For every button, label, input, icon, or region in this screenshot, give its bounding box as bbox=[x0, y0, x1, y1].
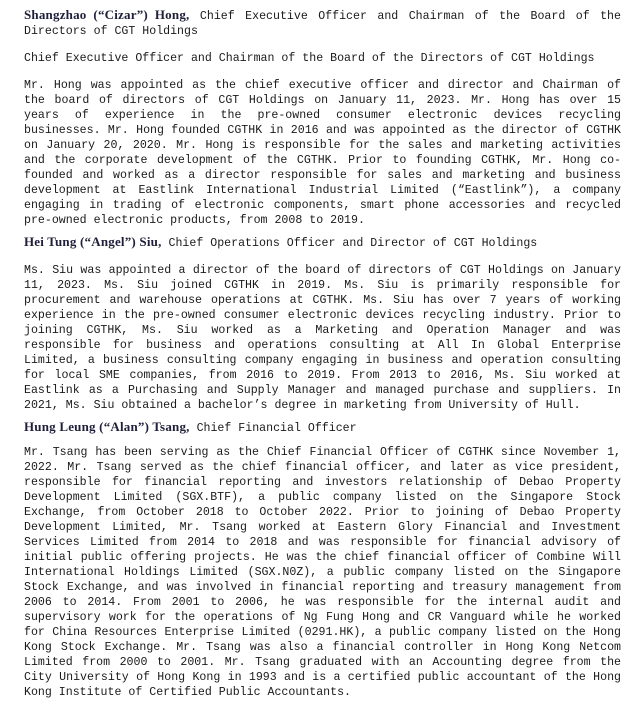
person-title: Chief Operations Officer and Director of CGT Holdings bbox=[168, 237, 538, 250]
bio-section-hong bbox=[24, 7, 621, 228]
person-name: Hei Tung (“Angel”) Siu, bbox=[24, 234, 162, 249]
bio-section-siu bbox=[24, 234, 621, 413]
bio-heading bbox=[24, 234, 621, 251]
bio-section-tsang bbox=[24, 419, 621, 700]
person-name: Hung Leung (“Alan”) Tsang, bbox=[24, 419, 190, 434]
person-title: Chief Executive Officer and Chairman of the Board of the Directors of CGT Holdings bbox=[24, 10, 621, 38]
bio-heading bbox=[24, 419, 621, 436]
bio-paragraph: Ms. Siu was appointed a director of the board of directors of CGT Holdings on January 11, 2023. Ms. Siu joined CGTHK in 2019. Ms. Siu is primarily responsible for procurement and warehouse operations at CGTHK. Ms. Siu has over 7 years of working experience in the pre-owned consumer electronic devices recycling industry. Prior to joining CGTHK, Ms. Siu worked as a Marketing and Operation Manager and was responsible for business and operations consulting at All In Global Enterprise Limited, a business consulting company engaging in business and operation consulting for local SME companies, from 2016 to 2019. From 2013 to 2016, Ms. Siu worked at Eastlink as a Purchasing and Supply Manager and managed purchase and suppliers. In 2021, Ms. Siu obtained a bachelor’s degree in marketing from University of Hull. bbox=[24, 264, 621, 412]
person-subtitle: Chief Executive Officer and Chairman of the Board of the Directors of CGT Holdings bbox=[24, 52, 595, 65]
person-name: Shangzhao (“Cizar”) Hong, bbox=[24, 7, 190, 22]
bio-heading bbox=[24, 7, 621, 39]
person-title: Chief Financial Officer bbox=[196, 422, 357, 435]
bio-paragraph: Mr. Tsang has been serving as the Chief Financial Officer of CGTHK since November 1, 2022. Mr. Tsang served as the chief financial officer, and later as vice president, responsible for financial reporting and investors relationship of Debao Property Development Limited (SGX.BTF), a public company listed on the Singapore Stock Exchange, from October 2018 to October 2022. Prior to joining of Debao Property Development Limited, Mr. Tsang worked at Eastern Glory Financial and Investment Services Limited from 2014 to 2018 and was responsible for financial advisory of initial public offering projects. He was the chief financial officer of Combine Will International Holdings Limited (SGX.N0Z), a public company listed on the Singapore Stock Exchange, and was involved in financial reporting and treasury management from 2006 to 2014. From 2001 to 2006, he was responsible for the internal audit and supervisory work for the operations of Ng Fung Hong and CR Vanguard while he worked for China Resources Enterprise Limited (0291.HK), a public company listed on the Hong Kong Stock Exchange. Mr. Tsang was also a financial controller in Hong Kong Netcom Limited from 2000 to 2001. Mr. Tsang graduated with an Accounting degree from the City University of Hong Kong in 1993 and is a certified public accountant of the Hong Kong Institute of Certified Public Accountants. bbox=[24, 446, 621, 699]
bio-paragraph: Mr. Hong was appointed as the chief executive officer and director and Chairman of the board of directors of CGT Holdings on January 11, 2023. Mr. Hong has over 15 years of experience in the pre-owned consumer electronic devices recycling businesses. Mr. Hong founded CGTHK in 2016 and was appointed as the director of CGTHK on January 20, 2020. Mr. Hong is responsible for the sales and marketing activities and the corporate development of the CGTHK. Prior to founding CGTHK, Mr. Hong co-founded and worked as a director responsible for sales and marketing and business development at Eastlink International Industrial Limited (“Eastlink”), a company engaging in trading of electronic components, smart phone accessories and recycled pre-owned electronic products, from 2008 to 2019. bbox=[24, 79, 621, 227]
